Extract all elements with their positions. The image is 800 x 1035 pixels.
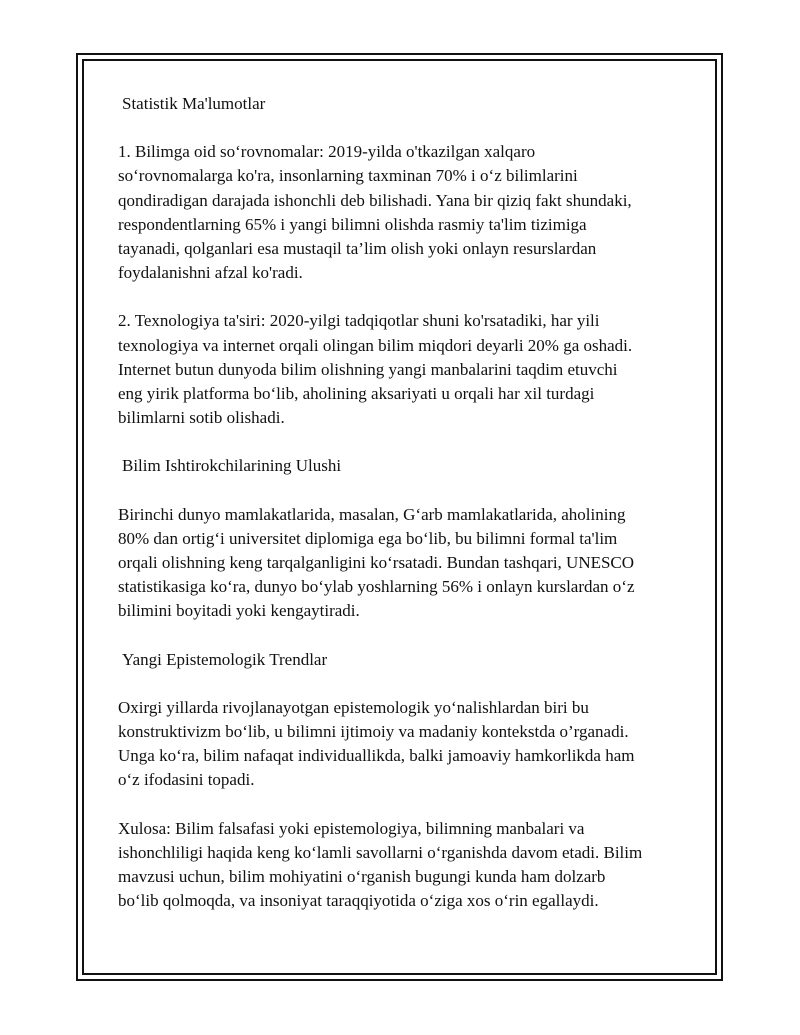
text-line: o‘z ifodasini topadi.	[118, 770, 255, 790]
section-heading-statistics: Statistik Ma'lumotlar	[122, 94, 266, 113]
text-line: statistikasiga ko‘ra, dunyo bo‘ylab yoshlarning 56% i onlayn kurslardan o‘z	[118, 577, 635, 597]
text-line: foydalanishni afzal ko'radi.	[118, 263, 303, 283]
text-line: Birinchi dunyo mamlakatlarida, masalan, G‘arb mamlakatlarida, aholining	[118, 504, 626, 524]
paragraph-participants	[118, 503, 688, 624]
text-line: bilimlarni sotib olishadi.	[118, 408, 285, 428]
text-line: 1. Bilimga oid so‘rovnomalar: 2019-yilda o'tkazilgan xalqaro	[118, 142, 536, 162]
paragraph-survey	[118, 140, 688, 285]
text-line: 2. Texnologiya ta'siri: 2020-yilgi tadqiqotlar shuni ko'rsatadiki, har yili	[118, 311, 600, 331]
text-line: eng yirik platforma bo‘lib, aholining aksariyati u orqali har xil turdagi	[118, 384, 595, 404]
paragraph-conclusion	[118, 817, 688, 914]
section-heading-trends: Yangi Epistemologik Trendlar	[122, 649, 328, 669]
paragraph-technology	[118, 309, 688, 430]
text-line: so‘rovnomalarga ko'ra, insonlarning taxminan 70% i o‘z bilimlarini	[118, 166, 578, 186]
text-line: texnologiya va internet orqali olingan bilim miqdori deyarli 20% ga oshadi.	[118, 335, 633, 355]
text-line: konstruktivizm bo‘lib, u bilimni ijtimoiy va madaniy kontekstda o’rganadi.	[118, 722, 629, 742]
section-heading-participants: Bilim Ishtirokchilarining Ulushi	[122, 456, 342, 476]
text-line: bilimini boyitadi yoki kengaytiradi.	[118, 601, 360, 621]
text-line: Internet butun dunyoda bilim olishning yangi manbalarini taqdim etuvchi	[118, 359, 618, 379]
text-line: bo‘lib qolmoqda, va insoniyat taraqqiyotida o‘ziga xos o‘rin egallaydi.	[118, 891, 599, 911]
text-line: Oxirgi yillarda rivojlanayotgan epistemologik yo‘nalishlardan biri bu	[118, 697, 589, 717]
text-line: 80% dan ortig‘i universitet diplomiga ega bo‘lib, bu bilimni formal ta'lim	[118, 528, 618, 548]
document-body	[118, 92, 688, 937]
text-line: qondiradigan darajada ishonchli deb bilishadi. Yana bir qiziq fakt shundaki,	[118, 190, 632, 210]
paragraph-trends	[118, 696, 688, 793]
text-line: tayanadi, qolganlari esa mustaqil ta’lim olish yoki onlayn resurslardan	[118, 239, 597, 259]
text-line: Xulosa: Bilim falsafasi yoki epistemologiya, bilimning manbalari va	[118, 818, 585, 838]
text-line: respondentlarning 65% i yangi bilimni olishda rasmiy ta'lim tizimiga	[118, 214, 587, 234]
text-line: mavzusi uchun, bilim mohiyatini o‘rganish bugungi kunda ham dolzarb	[118, 867, 606, 887]
text-line: ishonchliligi haqida keng ko‘lamli savollarni o‘rganishda davom etadi. Bilim	[118, 842, 643, 862]
text-line: orqali olishning keng tarqalganligini ko‘rsatadi. Bundan tashqari, UNESCO	[118, 553, 635, 573]
text-line: Unga ko‘ra, bilim nafaqat individuallikda, balki jamoaviy hamkorlikda ham	[118, 746, 635, 766]
